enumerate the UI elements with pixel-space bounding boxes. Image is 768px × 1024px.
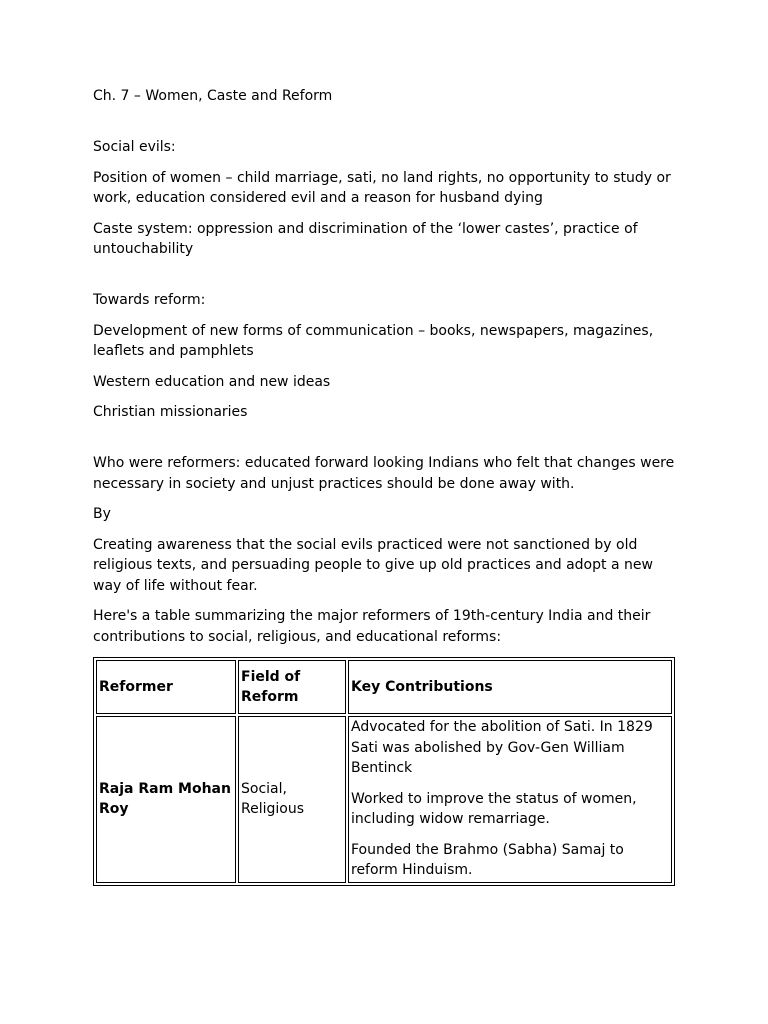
table-header-reformer: Reformer <box>96 660 236 714</box>
reformers-by: By <box>93 506 111 522</box>
field-of-reform-cell: Social, Religious <box>238 716 346 883</box>
table-header-row <box>96 660 672 714</box>
towards-reform-heading: Towards reform: <box>93 292 206 308</box>
towards-reform-item-education: Western education and new ideas <box>93 373 331 390</box>
spacer <box>93 270 678 291</box>
document-page <box>93 86 678 886</box>
key-contributions-cell <box>348 716 672 883</box>
reformers-method: Creating awareness that the social evils practiced were not sanctioned by old religious texts, and persuading people to give up old practices and adopt a new way of life without fear. <box>93 536 653 594</box>
towards-reform-item-missionaries: Christian missionaries <box>93 404 248 420</box>
reformers-table <box>93 657 675 886</box>
table-header-contributions: Key Contributions <box>348 660 672 714</box>
reformers-definition: Who were reformers: educated forward looking Indians who felt that changes were necessary in society and unjust practices should be done away with. <box>93 455 675 492</box>
towards-reform-item-communication: Development of new forms of communication – books, newspapers, magazines, leaflets and pamphlets <box>93 322 654 359</box>
contribution-sati: Advocated for the abolition of Sati. In 1829 Sati was abolished by Gov-Gen William Bentinck <box>351 719 653 776</box>
social-evils-item-women: Position of women – child marriage, sati, no land rights, no opportunity to study or work, education considered evil and a reason for husband dying <box>93 169 671 206</box>
social-evils-heading: Social evils: <box>93 139 176 155</box>
reformer-name-cell: Raja Ram Mohan Roy <box>96 716 236 883</box>
table-intro: Here's a table summarizing the major reformers of 19th-century India and their contributions to social, religious, and educational reforms: <box>93 608 651 645</box>
spacer <box>93 117 678 138</box>
chapter-title: Ch. 7 – Women, Caste and Reform <box>93 88 333 104</box>
table-header-field: Field of Reform <box>238 660 346 714</box>
spacer <box>93 433 678 454</box>
table-row <box>96 716 672 883</box>
contribution-women-status: Worked to improve the status of women, including widow remarriage. <box>351 790 637 827</box>
social-evils-item-caste: Caste system: oppression and discrimination of the ‘lower castes’, practice of untouchability <box>93 220 638 257</box>
contribution-brahmo-samaj: Founded the Brahmo (Sabha) Samaj to reform Hinduism. <box>351 841 624 878</box>
